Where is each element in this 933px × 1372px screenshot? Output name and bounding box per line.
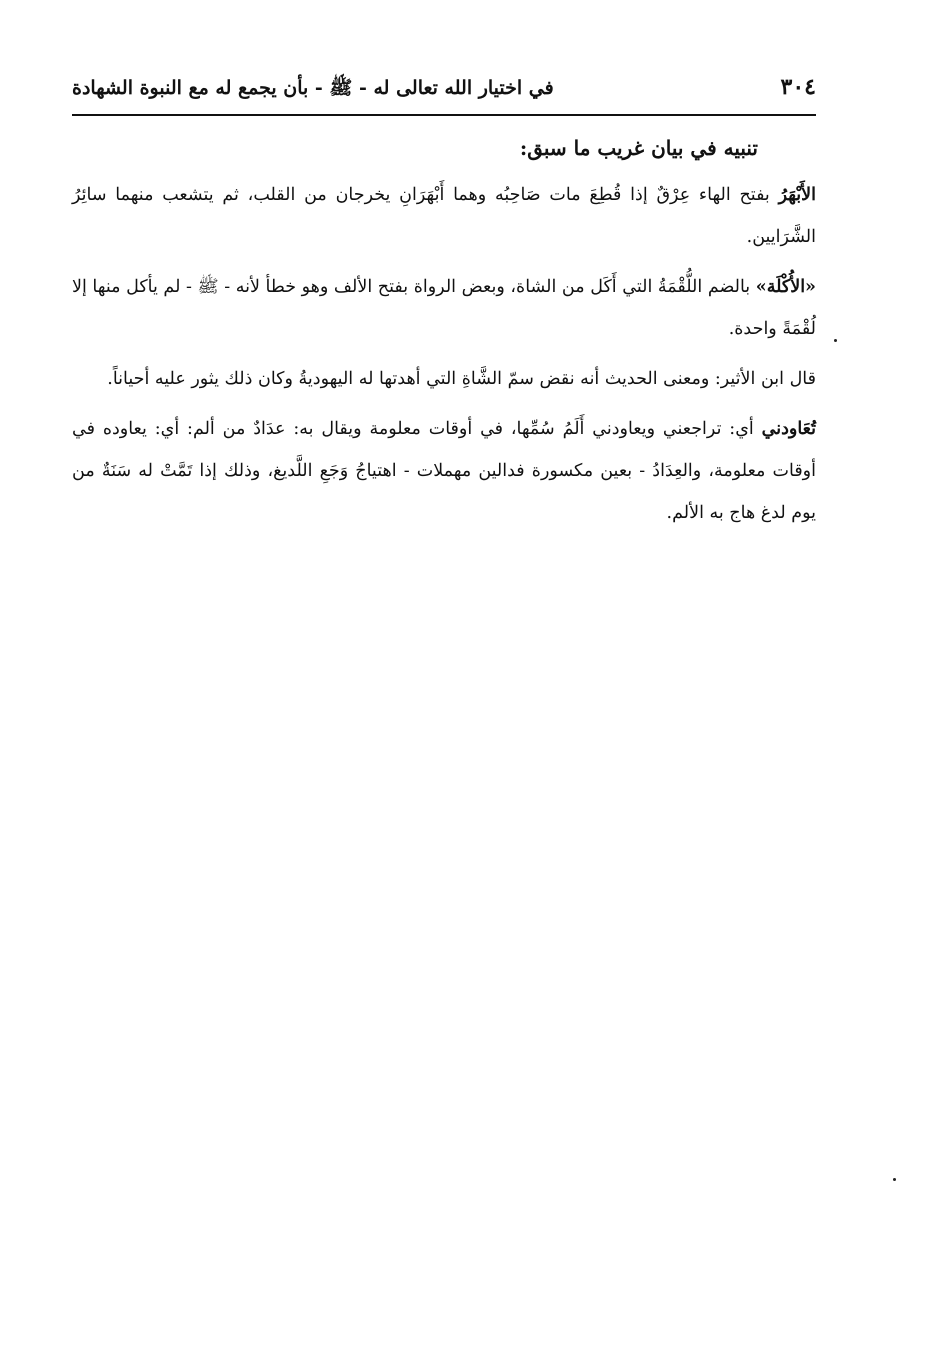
paragraph-text: قال ابن الأثير: ومعنى الحديث أنه نقض سمّ الشَّاةِ التي أهدتها له اليهوديةُ وكان ذلك يثور عليه أحياناً. <box>107 369 816 389</box>
paragraph-lead-term: تُعَاودني <box>761 419 816 439</box>
paragraph-tuawidni <box>72 408 816 534</box>
scan-speck <box>834 339 837 342</box>
paragraph-abhar <box>72 174 816 258</box>
header-rule <box>72 114 816 116</box>
section-heading: تنبيه في بيان غريب ما سبق: <box>519 136 758 160</box>
page-header <box>72 70 816 112</box>
paragraph-text: بفتح الهاء عِرْقٌ إذا قُطِعَ مات صَاحِبُه وهما أَبْهَرَانِ يخرجان من القلب، ثم يتشعب منهما سائِرُ الشَّرَايين. <box>72 185 816 247</box>
paragraph-lead-term: الأَبْهَرُ <box>778 185 816 205</box>
running-title: في اختيار الله تعالى له - ﷺ - بأن يجمع له مع النبوة الشهادة <box>72 77 554 99</box>
paragraph-ukla <box>72 266 816 350</box>
paragraph-lead-term: «الأُكْلَة» <box>755 277 816 297</box>
scan-speck <box>893 1178 896 1181</box>
paragraph-ibn-athir <box>72 358 816 400</box>
page-content <box>72 128 816 542</box>
paragraph-text: بالضم اللُّقْمَةُ التي أَكَل من الشاة، وبعض الرواة بفتح الألف وهو خطأ لأنه - ﷺ - لم يأكل منها إلا لُقْمَةً واحدة. <box>72 277 816 339</box>
paragraph-text: أي: تراجعني ويعاودني أَلَمُ سُمِّها، في أوقات معلومة ويقال به: عدَادٌ من ألم: أي: يعاوده في أوقات معلومة، والعِدَادُ - بعين مكسورة فدالين مهملات - اهتياجُ وَجَعِ اللَّديغ، وذلك إذا تَمَّتْ له سَنَةٌ من يوم لدغ هاج به الألم. <box>72 419 816 523</box>
page-number: ٣٠٤ <box>780 74 816 100</box>
